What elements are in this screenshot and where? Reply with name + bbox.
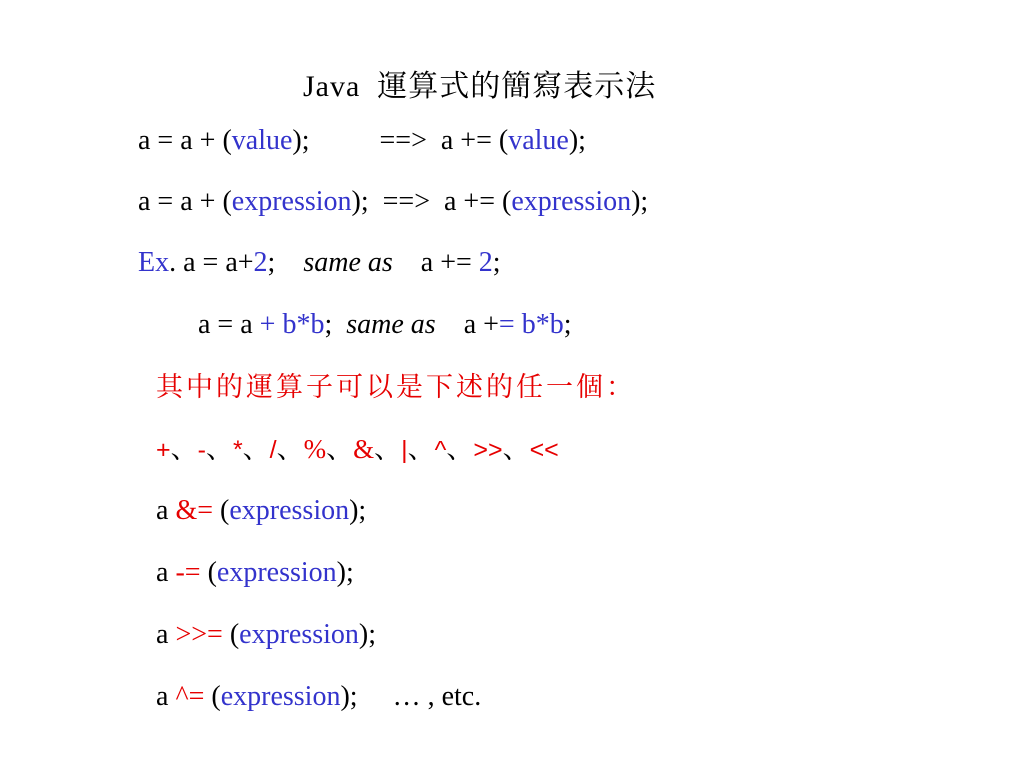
code-text: ; <box>492 247 501 278</box>
expression-keyword: expression <box>229 495 350 526</box>
list-separator: 、 <box>242 434 270 464</box>
operator-minus: - <box>197 436 206 464</box>
code-text: ; <box>324 309 347 340</box>
product-expression: b*b <box>282 309 325 340</box>
code-text: ); … , etc. <box>340 681 482 712</box>
code-text: a = a <box>198 309 260 340</box>
code-text: a = a + ( <box>138 125 232 156</box>
list-separator: 、 <box>326 434 354 464</box>
compound-operator: ^= <box>175 681 205 712</box>
code-text: a = a + ( <box>138 186 232 217</box>
list-separator: 、 <box>446 434 474 464</box>
code-text: ; <box>267 247 304 278</box>
variable-a: a <box>156 495 176 526</box>
shorthand-line-value <box>138 124 586 158</box>
number-literal: 2 <box>253 247 268 278</box>
ex-label: Ex <box>138 247 170 278</box>
code-text: . a = a+ <box>169 247 254 278</box>
code-text: ); <box>349 495 367 526</box>
variable-a: a <box>156 557 176 588</box>
list-separator: 、 <box>170 434 198 464</box>
code-text <box>515 309 522 340</box>
shorthand-line-expression <box>138 185 648 219</box>
code-text: ( <box>200 557 217 588</box>
operator-multiply: * <box>232 436 243 464</box>
slide-title: Java 運算式的簡寫表示法 <box>303 70 657 103</box>
expression-keyword: expression <box>239 619 359 650</box>
list-separator: 、 <box>407 434 435 464</box>
code-text: ( <box>213 495 230 526</box>
code-text: ); ==> a += ( <box>351 186 512 217</box>
product-expression: b*b <box>521 309 564 340</box>
list-separator: 、 <box>502 434 530 464</box>
compound-operator: -= <box>175 557 201 588</box>
example-line-1 <box>138 246 501 280</box>
number-literal: 2 <box>478 247 493 278</box>
value-keyword: value <box>231 125 293 156</box>
example-and-assign <box>156 494 366 528</box>
same-as-label: same as <box>346 309 436 340</box>
example-xor-assign <box>156 680 481 714</box>
operator-xor: ^ <box>434 436 447 464</box>
example-shift-assign <box>156 618 376 652</box>
code-text: ); <box>568 125 586 156</box>
list-separator: 、 <box>276 434 304 464</box>
expression-keyword: expression <box>220 681 341 712</box>
operator-plus: + <box>156 436 171 464</box>
code-text: a + <box>435 309 499 340</box>
compound-operator: &= <box>175 495 214 526</box>
expression-keyword: expression <box>231 186 352 217</box>
compound-operator: >>= <box>175 619 223 650</box>
operator-note: 其中的運算子可以是下述的任一個： <box>156 372 636 402</box>
list-separator: 、 <box>374 434 402 464</box>
operator-or: | <box>401 436 408 464</box>
operator-divide: / <box>269 436 277 464</box>
value-keyword: value <box>508 125 569 156</box>
operator-left-shift: << <box>529 436 559 464</box>
code-text: ( <box>222 619 240 650</box>
code-text: ); <box>336 557 354 588</box>
code-text: ( <box>204 681 221 712</box>
variable-a: a <box>156 619 176 650</box>
example-minus-assign <box>156 556 354 590</box>
operator-and: & <box>353 434 375 464</box>
expression-keyword: expression <box>216 557 337 588</box>
code-text: ); <box>631 186 649 217</box>
plus-operator: + <box>259 309 276 340</box>
operator-list <box>156 432 559 467</box>
operator-right-shift: >> <box>473 436 503 464</box>
operator-modulo: % <box>303 434 327 464</box>
code-text: ); <box>358 619 377 650</box>
equals-operator: = <box>498 309 515 340</box>
same-as-label: same as <box>303 247 393 278</box>
code-text: ; <box>563 309 572 340</box>
example-line-2 <box>198 308 571 342</box>
expression-keyword: expression <box>511 186 632 217</box>
code-text: a += <box>392 247 479 278</box>
code-text: ); ==> a += ( <box>292 125 509 156</box>
list-separator: 、 <box>205 434 233 464</box>
variable-a: a <box>156 681 176 712</box>
